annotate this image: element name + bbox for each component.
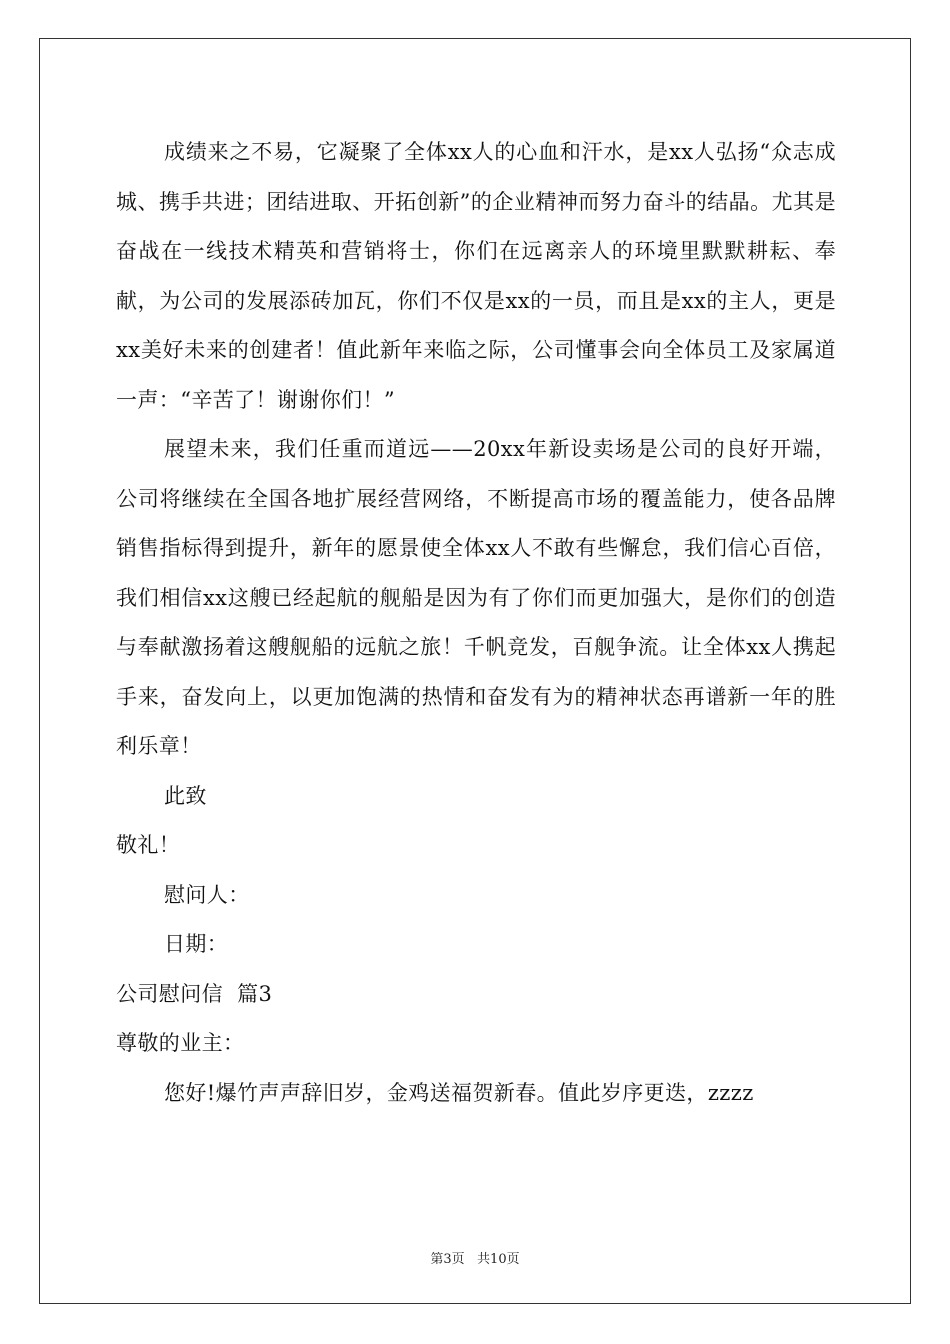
closing-text: 此致 [164, 783, 207, 808]
document-body [116, 128, 836, 1118]
section-title: 公司慰问信 篇3 [116, 981, 273, 1006]
date-label: 日期： [164, 932, 229, 956]
paragraph-achievements: 成绩来之不易，它凝聚了全体xx人的心血和汗水，是xx人弘扬“众志成城、携手共进；团结进取、开拓创新”的企业精神而努力奋斗的结晶。尤其是奋战在一线技术精英和营销将士，你们在远离亲人的环境里默默耕耘、奉献，为公司的发展添砖加瓦，你们不仅是xx的一员，而且是xx的主人，更是xx美好未来的创建者！值此新年来临之际，公司懂事会向全体员工及家属道一声：“辛苦了！谢谢你们！” [116, 140, 836, 412]
paragraph-outlook: 展望未来，我们任重而道远——20xx年新设卖场是公司的良好开端，公司将继续在全国各地扩展经营网络，不断提高市场的覆盖能力，使各品牌销售指标得到提升，新年的愿景使全体xx人不敢有些懈怠，我们信心百倍，我们相信xx这艘已经起航的舰船是因为有了你们而更加强大，是你们的创造与奉献激扬着这艘舰船的远航之旅！千帆竞发，百舰争流。让全体xx人携起手来，奋发向上，以更加饱满的热情和奋发有为的精神状态再谱新一年的胜利乐章！ [116, 437, 836, 758]
page-number: 第3页 共10页 [430, 1252, 520, 1267]
signer-label: 慰问人： [164, 882, 250, 907]
salute-text: 敬礼！ [116, 833, 181, 857]
greeting-text: 尊敬的业主： [116, 1031, 245, 1055]
paragraph-greeting-start: 您好!爆竹声声辞旧岁，金鸡送福贺新春。值此岁序更迭，zzzz [164, 1080, 754, 1105]
